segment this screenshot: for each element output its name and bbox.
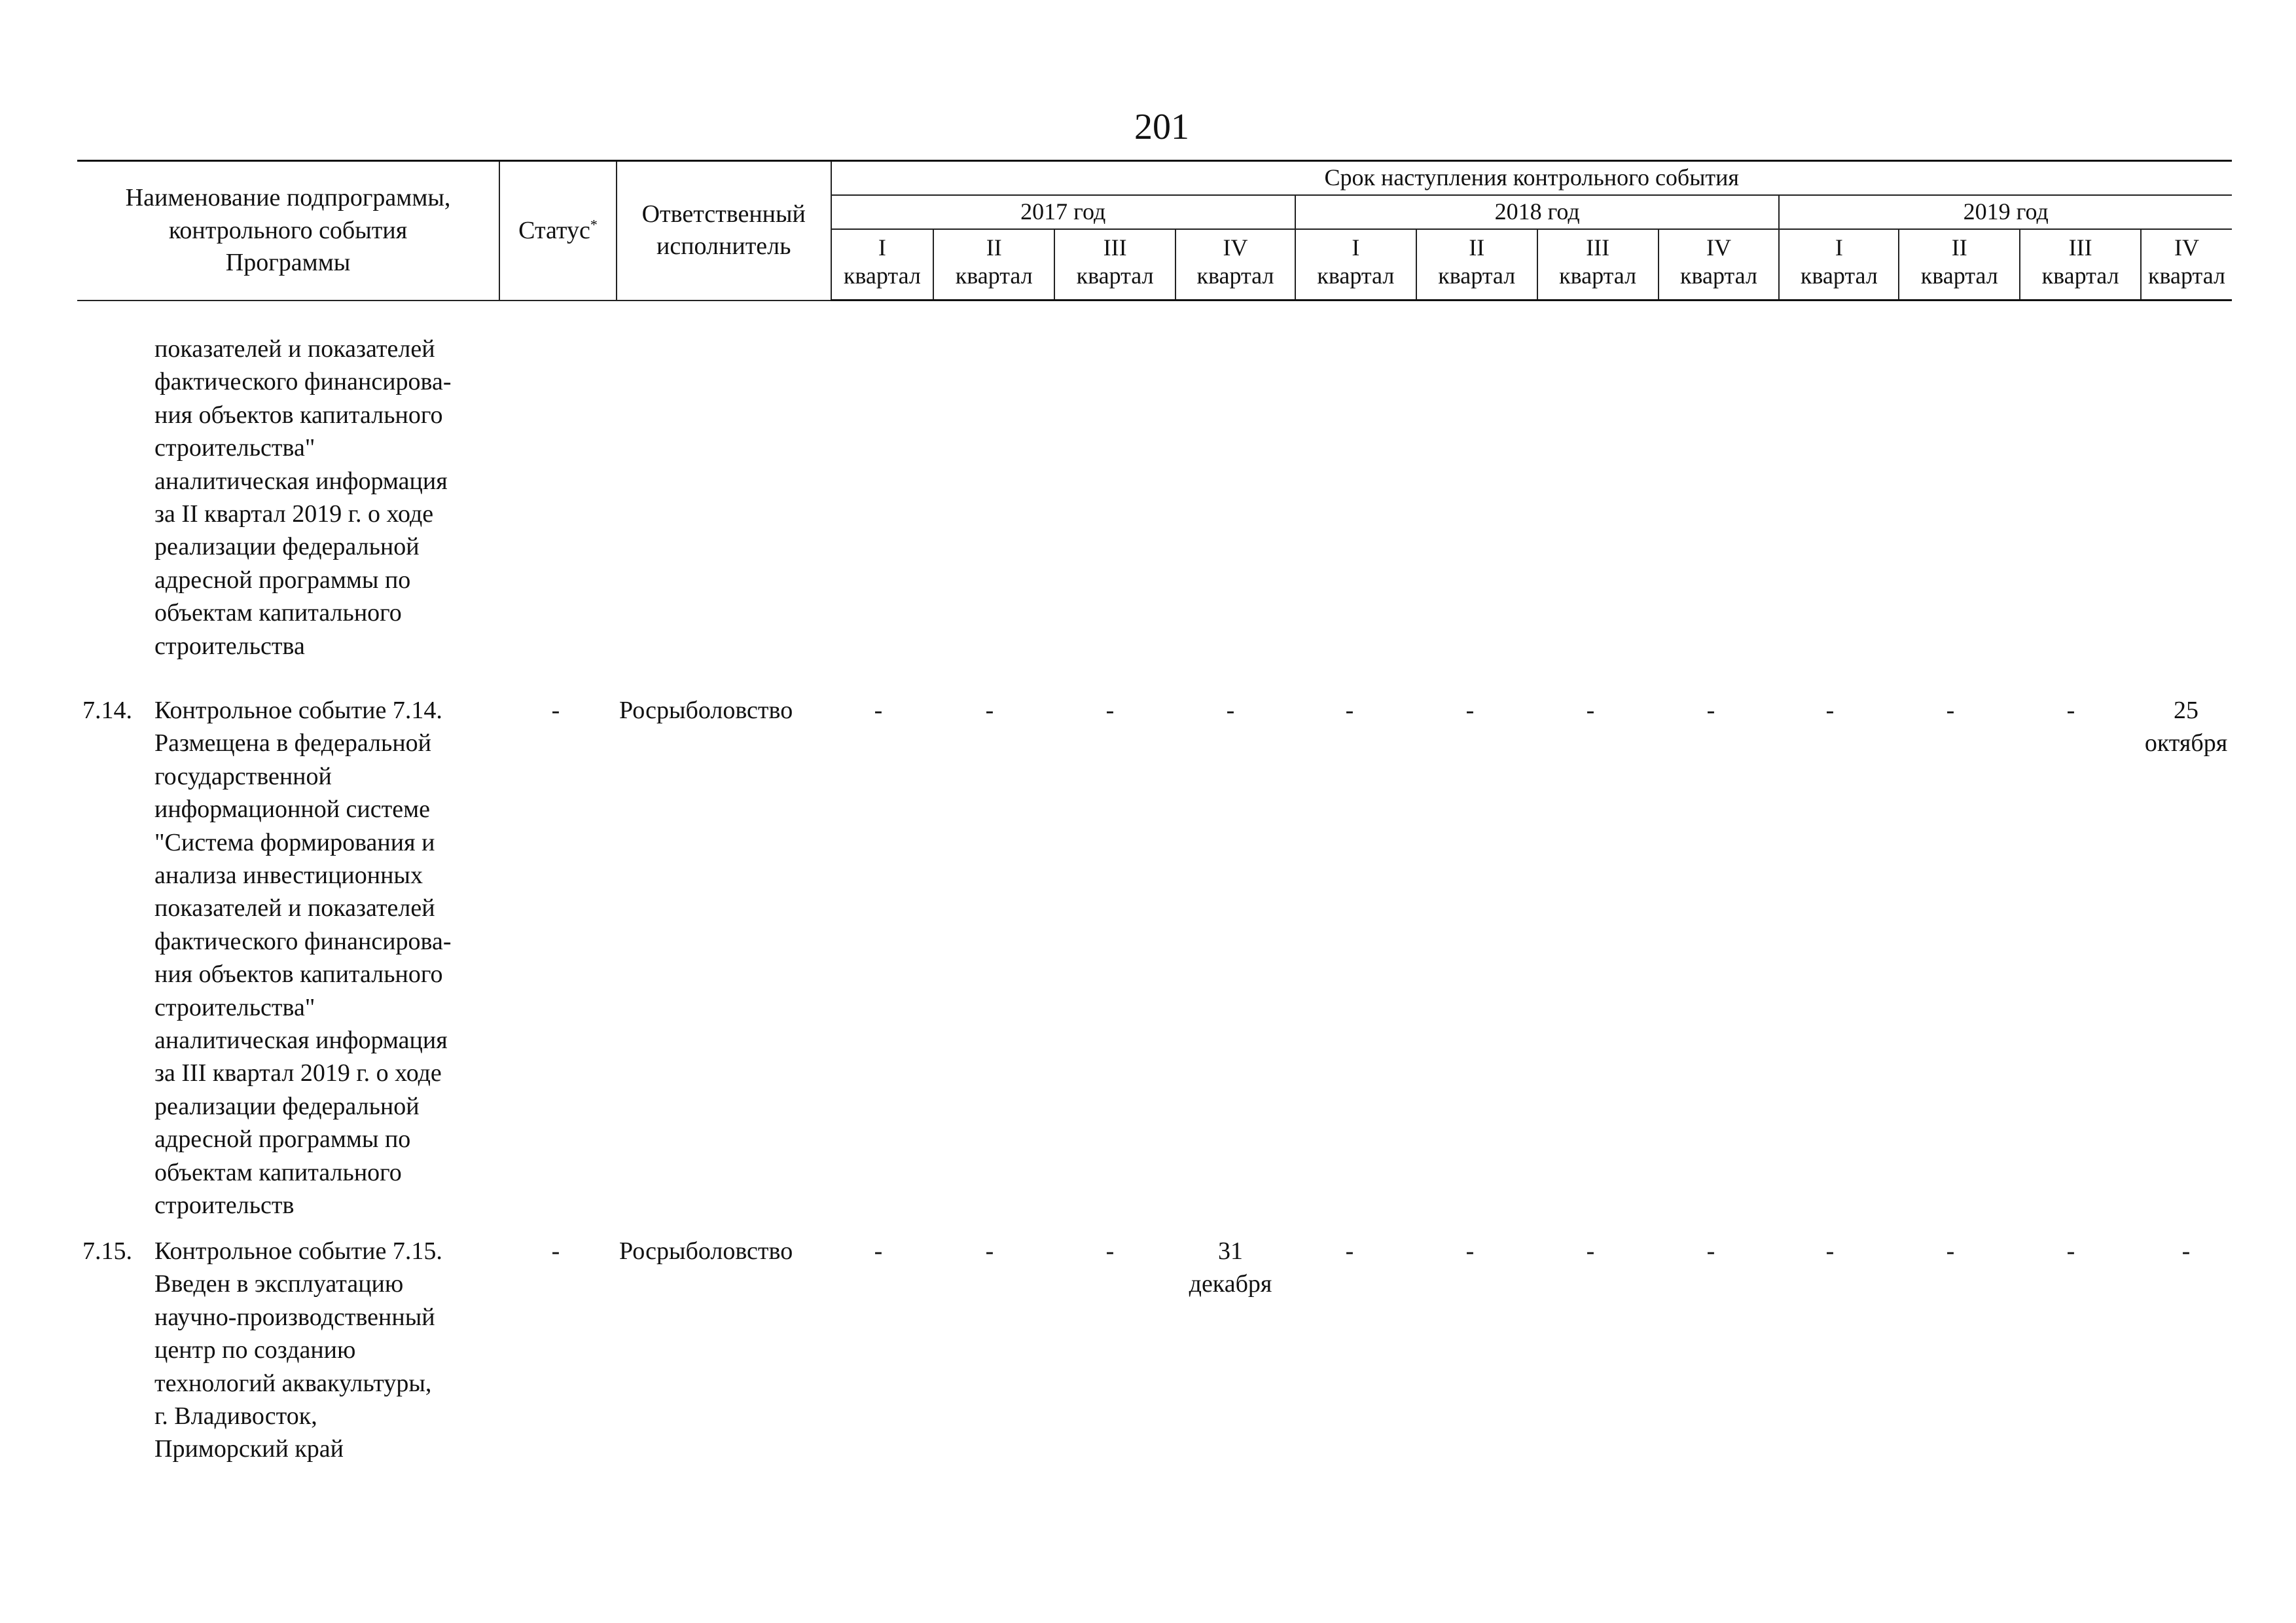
- event-description-line: строительств: [154, 1192, 295, 1220]
- quarter-value: [1892, 1235, 2009, 1267]
- header-quarter: [1054, 229, 1175, 301]
- event-description-line: реализации федеральной: [154, 533, 420, 561]
- quarter-roman: IV: [1223, 234, 1248, 261]
- quarter-value: [931, 694, 1049, 727]
- event-description-line: за III квартал 2019 г. о ходе: [154, 1059, 442, 1087]
- quarter-value: [1652, 694, 1770, 727]
- event-description-line: Контрольное событие 7.14.: [154, 697, 442, 724]
- event-status: -: [551, 697, 560, 724]
- quarter-value: [1771, 694, 1889, 727]
- event-description-line: Введен в эксплуатацию: [154, 1270, 404, 1298]
- quarter-value-line: -: [1706, 1237, 1715, 1265]
- quarter-roman: II: [986, 234, 1002, 261]
- quarter-word: квартал: [1196, 263, 1274, 289]
- event-description-line: строительства": [154, 993, 315, 1021]
- event-description-line: "Система формирования и: [154, 828, 435, 856]
- quarter-value: [819, 1235, 937, 1267]
- quarter-value-line: -: [1105, 697, 1115, 724]
- page-number: 201: [1134, 107, 1189, 147]
- event-description-line: анализа инвестиционных: [154, 862, 423, 890]
- header-quarter: [1537, 229, 1659, 301]
- event-description-line: информационной системе: [154, 795, 431, 824]
- event-description-line: показателей и показателей: [154, 894, 435, 922]
- event-description-line: Контрольное событие 7.15.: [154, 1237, 442, 1265]
- header-name-line: Наименование подпрограммы,: [125, 184, 451, 212]
- event-description-line: строительства": [154, 434, 315, 462]
- event-description-line: научно-производственный: [154, 1303, 435, 1331]
- quarter-roman: II: [1469, 234, 1485, 261]
- quarter-value-line: -: [874, 1237, 883, 1265]
- quarter-word: квартал: [1800, 263, 1878, 289]
- event-description-line: Приморский край: [154, 1435, 344, 1463]
- quarter-roman: I: [1352, 234, 1360, 261]
- event-description-line: ния объектов капитального: [154, 401, 443, 429]
- event-description-line: строительства: [154, 632, 305, 660]
- event-description: [154, 333, 452, 663]
- header-responsible-column: [617, 161, 831, 301]
- event-responsible: Росрыболовство: [619, 1237, 793, 1265]
- quarter-value-line: -: [1586, 1237, 1595, 1265]
- quarter-value-line: декабря: [1189, 1270, 1272, 1298]
- header-quarter: [1779, 229, 1899, 301]
- event-description-line: адресной программы по: [154, 566, 411, 594]
- quarter-roman: II: [1951, 234, 1967, 261]
- header-status-label: Статус: [518, 216, 590, 244]
- header-quarter: [933, 229, 1054, 301]
- event-description-line: г. Владивосток,: [154, 1402, 317, 1431]
- event-responsible: Росрыболовство: [619, 697, 793, 724]
- event-description-line: фактического финансирова-: [154, 368, 452, 396]
- quarter-value-line: -: [1345, 697, 1354, 724]
- quarter-value-line: -: [1586, 697, 1595, 724]
- header-quarter: [2141, 229, 2232, 301]
- quarter-roman: IV: [1706, 234, 1731, 261]
- header-quarter: [2020, 229, 2141, 301]
- quarter-word: квартал: [1076, 263, 1154, 289]
- header-year-2017: 2017 год: [831, 195, 1295, 229]
- quarter-roman: III: [2068, 234, 2092, 261]
- header-quarter: [1175, 229, 1295, 301]
- event-description-line: фактического финансирова-: [154, 927, 452, 955]
- header-responsible-line: исполнитель: [656, 232, 791, 261]
- header-deadline-group: Срок наступления контрольного события: [831, 161, 2232, 196]
- event-description-line: аналитическая информация: [154, 1027, 448, 1055]
- quarter-value: [1051, 1235, 1169, 1267]
- quarter-value: [819, 694, 937, 727]
- quarter-value: [2012, 1235, 2130, 1267]
- quarter-word: квартал: [1920, 263, 1998, 289]
- quarter-value-line: -: [2066, 697, 2075, 724]
- event-description-line: объектам капитального: [154, 599, 402, 627]
- header-name-column: [77, 161, 499, 301]
- quarter-value-line: -: [1345, 1237, 1354, 1265]
- quarter-value-line: -: [1825, 1237, 1835, 1265]
- quarter-value-line: -: [2066, 1237, 2075, 1265]
- quarter-value: [1532, 694, 1649, 727]
- quarter-value-line: 31: [1218, 1237, 1243, 1265]
- quarter-value: [2012, 694, 2130, 727]
- quarter-value: [931, 1235, 1049, 1267]
- event-description-line: центр по созданию: [154, 1336, 356, 1364]
- quarter-value: [1051, 694, 1169, 727]
- event-description-line: за II квартал 2019 г. о ходе: [154, 500, 434, 528]
- quarter-word: квартал: [1438, 263, 1516, 289]
- header-quarter: [1899, 229, 2020, 301]
- quarter-value: [1172, 1235, 1289, 1300]
- quarter-word: квартал: [843, 263, 921, 289]
- event-description-line: показателей и показателей: [154, 335, 435, 363]
- event-description: [154, 694, 452, 1222]
- quarter-roman: I: [878, 234, 886, 261]
- quarter-value: [1771, 1235, 1889, 1267]
- event-description-line: реализации федеральной: [154, 1092, 420, 1120]
- quarter-word: квартал: [2148, 263, 2225, 289]
- event-description-line: технологий аквакультуры,: [154, 1369, 432, 1397]
- quarter-value: [1411, 694, 1529, 727]
- quarter-word: квартал: [955, 263, 1033, 289]
- event-description-line: адресной программы по: [154, 1125, 411, 1154]
- quarter-value-line: октября: [2144, 729, 2228, 757]
- quarter-value-line: -: [1706, 697, 1715, 724]
- quarter-value: [1892, 694, 2009, 727]
- quarter-value-line: -: [985, 1237, 994, 1265]
- quarter-value-line: -: [1465, 697, 1475, 724]
- event-description-line: Размещена в федеральной: [154, 729, 432, 757]
- event-description-line: аналитическая информация: [154, 467, 448, 495]
- quarter-value: [1291, 1235, 1408, 1267]
- quarter-value-line: -: [2181, 1237, 2191, 1265]
- header-responsible-line: Ответственный: [641, 200, 806, 228]
- quarter-roman: III: [1103, 234, 1127, 261]
- header-status-footnote-mark: *: [590, 215, 598, 232]
- header-name-line: контрольного события: [168, 216, 408, 244]
- quarter-value-line: -: [1825, 697, 1835, 724]
- quarter-word: квартал: [1679, 263, 1757, 289]
- quarter-roman: I: [1835, 234, 1843, 261]
- quarter-value-line: -: [1105, 1237, 1115, 1265]
- quarter-value: [1411, 1235, 1529, 1267]
- quarter-value-line: -: [1946, 1237, 1955, 1265]
- quarter-roman: IV: [2174, 234, 2199, 261]
- quarter-value: [1532, 1235, 1649, 1267]
- event-status: -: [551, 1237, 560, 1265]
- schedule-table-header: [77, 160, 2232, 301]
- header-status-column: [499, 161, 617, 301]
- quarter-roman: III: [1586, 234, 1610, 261]
- quarter-word: квартал: [1559, 263, 1637, 289]
- header-year-2019: 2019 год: [1779, 195, 2232, 229]
- quarter-value-line: -: [985, 697, 994, 724]
- event-description-line: государственной: [154, 762, 332, 790]
- event-description-line: объектам капитального: [154, 1158, 402, 1186]
- quarter-value-line: -: [1465, 1237, 1475, 1265]
- header-quarter: [1416, 229, 1537, 301]
- event-number: 7.15.: [82, 1237, 132, 1265]
- quarter-value: [1172, 694, 1289, 727]
- quarter-value-line: -: [1226, 697, 1235, 724]
- quarter-value: [2127, 694, 2245, 759]
- header-quarter: [1659, 229, 1780, 301]
- event-description: [154, 1235, 442, 1466]
- quarter-value: [2127, 1235, 2245, 1267]
- quarter-value: [1291, 694, 1408, 727]
- header-quarter: [1295, 229, 1416, 301]
- event-number: 7.14.: [82, 697, 132, 724]
- quarter-value-line: -: [874, 697, 883, 724]
- quarter-word: квартал: [2041, 263, 2119, 289]
- quarter-word: квартал: [1317, 263, 1395, 289]
- header-quarter: [831, 229, 934, 301]
- quarter-value-line: -: [1946, 697, 1955, 724]
- event-description-line: ния объектов капитального: [154, 960, 443, 989]
- quarter-value-line: 25: [2174, 697, 2198, 724]
- quarter-value: [1652, 1235, 1770, 1267]
- header-year-2018: 2018 год: [1295, 195, 1780, 229]
- header-name-line: Программы: [225, 248, 351, 276]
